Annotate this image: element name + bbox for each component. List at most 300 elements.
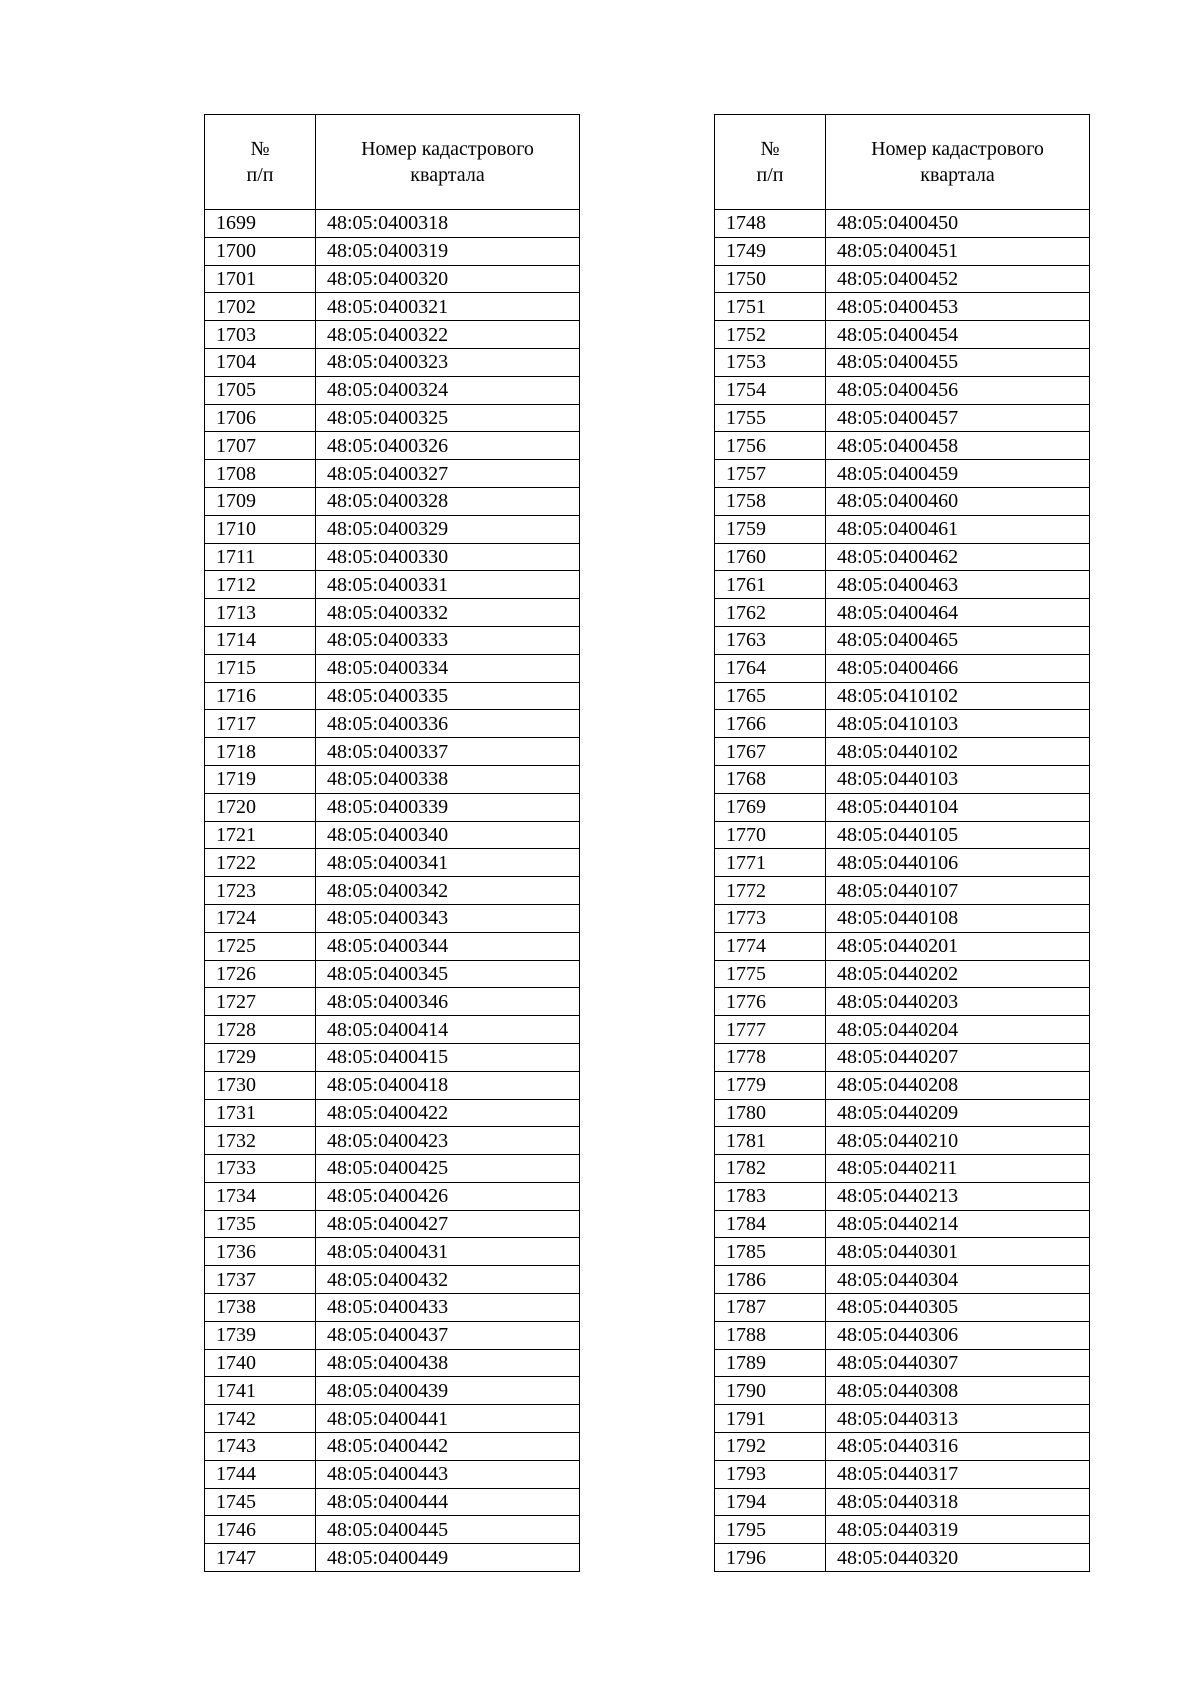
row-number-cell: 1746 (205, 1516, 316, 1544)
row-number-cell: 1747 (205, 1544, 316, 1572)
row-number-cell: 1784 (715, 1210, 826, 1238)
row-number-cell: 1757 (715, 460, 826, 488)
table-row (205, 960, 580, 988)
cadastral-number-cell: 48:05:0400465 (826, 626, 1090, 654)
cadastral-number-cell: 48:05:0400456 (826, 376, 1090, 404)
row-number-cell: 1774 (715, 932, 826, 960)
row-number-cell: 1782 (715, 1155, 826, 1183)
row-number-cell: 1716 (205, 682, 316, 710)
table-row (205, 877, 580, 905)
cadastral-number-cell: 48:05:0400433 (316, 1294, 580, 1322)
cadastral-number-cell: 48:05:0400441 (316, 1405, 580, 1433)
row-number-cell: 1726 (205, 960, 316, 988)
cadastral-number-cell: 48:05:0400333 (316, 626, 580, 654)
cadastral-number-cell: 48:05:0400438 (316, 1349, 580, 1377)
cadastral-number-cell: 48:05:0400445 (316, 1516, 580, 1544)
table-row (715, 710, 1090, 738)
table-row (715, 543, 1090, 571)
row-number-cell: 1758 (715, 487, 826, 515)
row-number-cell: 1765 (715, 682, 826, 710)
row-number-cell: 1796 (715, 1544, 826, 1572)
cadastral-number-cell: 48:05:0400341 (316, 849, 580, 877)
cadastral-number-cell: 48:05:0400459 (826, 460, 1090, 488)
table-row (715, 1043, 1090, 1071)
row-number-cell: 1785 (715, 1238, 826, 1266)
table-row (205, 654, 580, 682)
cadastral-number-cell: 48:05:0400344 (316, 932, 580, 960)
row-number-cell: 1749 (715, 237, 826, 265)
cadastral-number-cell: 48:05:0440318 (826, 1488, 1090, 1516)
table-row (715, 988, 1090, 1016)
header-code-line1: Номер кадастрового (361, 138, 534, 160)
row-number-cell: 1778 (715, 1043, 826, 1071)
row-number-cell: 1738 (205, 1294, 316, 1322)
row-number-cell: 1743 (205, 1433, 316, 1461)
row-number-cell: 1725 (205, 932, 316, 960)
cadastral-number-cell: 48:05:0440207 (826, 1043, 1090, 1071)
table-row (715, 293, 1090, 321)
table-row (205, 738, 580, 766)
row-number-cell: 1730 (205, 1071, 316, 1099)
cadastral-number-cell: 48:05:0400325 (316, 404, 580, 432)
table-row (715, 571, 1090, 599)
table-body-right (715, 210, 1090, 1572)
table-row (715, 793, 1090, 821)
table-row (205, 1099, 580, 1127)
row-number-cell: 1748 (715, 210, 826, 238)
table-row (205, 1043, 580, 1071)
table-row (205, 460, 580, 488)
row-number-cell: 1710 (205, 515, 316, 543)
row-number-cell: 1755 (715, 404, 826, 432)
cadastral-number-cell: 48:05:0440104 (826, 793, 1090, 821)
row-number-cell: 1719 (205, 765, 316, 793)
table-row (715, 515, 1090, 543)
cadastral-number-cell: 48:05:0400460 (826, 487, 1090, 515)
cadastral-number-cell: 48:05:0400322 (316, 321, 580, 349)
cadastral-number-cell: 48:05:0400432 (316, 1266, 580, 1294)
table-row (205, 515, 580, 543)
row-number-cell: 1780 (715, 1099, 826, 1127)
header-number-abbr: п/п (246, 164, 274, 186)
row-number-cell: 1732 (205, 1127, 316, 1155)
header-code-line2: квартала (410, 164, 485, 186)
table-row (715, 487, 1090, 515)
table-row (205, 1127, 580, 1155)
cadastral-number-cell: 48:05:0400453 (826, 293, 1090, 321)
table-row (205, 1544, 580, 1572)
cadastral-number-cell: 48:05:0400458 (826, 432, 1090, 460)
table-row (715, 404, 1090, 432)
cadastral-number-cell: 48:05:0440204 (826, 1016, 1090, 1044)
table-row (715, 1127, 1090, 1155)
row-number-cell: 1788 (715, 1321, 826, 1349)
cadastral-number-cell: 48:05:0400324 (316, 376, 580, 404)
cadastral-number-cell: 48:05:0440201 (826, 932, 1090, 960)
row-number-cell: 1752 (715, 321, 826, 349)
table-row (205, 210, 580, 238)
cadastral-number-cell: 48:05:0400340 (316, 821, 580, 849)
row-number-cell: 1741 (205, 1377, 316, 1405)
table-row (205, 376, 580, 404)
table-row (205, 1460, 580, 1488)
row-number-cell: 1707 (205, 432, 316, 460)
table-row (715, 1182, 1090, 1210)
cadastral-number-cell: 48:05:0400415 (316, 1043, 580, 1071)
row-number-cell: 1786 (715, 1266, 826, 1294)
table-row (715, 626, 1090, 654)
table-row (715, 1294, 1090, 1322)
table-row (715, 765, 1090, 793)
row-number-cell: 1709 (205, 487, 316, 515)
cadastral-number-cell: 48:05:0400336 (316, 710, 580, 738)
cadastral-number-cell: 48:05:0400431 (316, 1238, 580, 1266)
cadastral-number-cell: 48:05:0400334 (316, 654, 580, 682)
cadastral-number-cell: 48:05:0440211 (826, 1155, 1090, 1183)
cadastral-number-cell: 48:05:0400323 (316, 348, 580, 376)
cadastral-number-cell: 48:05:0400332 (316, 599, 580, 627)
row-number-cell: 1753 (715, 348, 826, 376)
row-number-cell: 1705 (205, 376, 316, 404)
cadastral-number-cell: 48:05:0400457 (826, 404, 1090, 432)
cadastral-number-cell: 48:05:0440209 (826, 1099, 1090, 1127)
table-row (715, 1099, 1090, 1127)
cadastral-number-cell: 48:05:0400345 (316, 960, 580, 988)
row-number-cell: 1770 (715, 821, 826, 849)
cadastral-number-cell: 48:05:0440313 (826, 1405, 1090, 1433)
row-number-cell: 1745 (205, 1488, 316, 1516)
header-row-number (715, 115, 826, 210)
table-row (205, 348, 580, 376)
row-number-cell: 1777 (715, 1016, 826, 1044)
table-row (715, 1210, 1090, 1238)
row-number-cell: 1754 (715, 376, 826, 404)
table-row (205, 1071, 580, 1099)
cadastral-number-cell: 48:05:0400343 (316, 904, 580, 932)
cadastral-number-cell: 48:05:0400414 (316, 1016, 580, 1044)
row-number-cell: 1737 (205, 1266, 316, 1294)
table-body-left (205, 210, 580, 1572)
row-number-cell: 1762 (715, 599, 826, 627)
cadastral-number-cell: 48:05:0440319 (826, 1516, 1090, 1544)
table-row (715, 932, 1090, 960)
cadastral-number-cell: 48:05:0400450 (826, 210, 1090, 238)
cadastral-number-cell: 48:05:0440102 (826, 738, 1090, 766)
table-row (715, 1349, 1090, 1377)
cadastral-number-cell: 48:05:0440108 (826, 904, 1090, 932)
table-row (715, 1266, 1090, 1294)
row-number-cell: 1761 (715, 571, 826, 599)
header-row-number (205, 115, 316, 210)
table-row (715, 1544, 1090, 1572)
row-number-cell: 1712 (205, 571, 316, 599)
table-row (205, 487, 580, 515)
cadastral-number-cell: 48:05:0400426 (316, 1182, 580, 1210)
row-number-cell: 1701 (205, 265, 316, 293)
table-row (205, 543, 580, 571)
header-cadastral-number (826, 115, 1090, 210)
table-row (205, 1377, 580, 1405)
table-row (715, 960, 1090, 988)
row-number-cell: 1756 (715, 432, 826, 460)
row-number-cell: 1751 (715, 293, 826, 321)
table-row (205, 1349, 580, 1377)
cadastral-number-cell: 48:05:0400418 (316, 1071, 580, 1099)
cadastral-number-cell: 48:05:0400423 (316, 1127, 580, 1155)
table-row (205, 1488, 580, 1516)
table-header-row (715, 115, 1090, 210)
cadastral-number-cell: 48:05:0400342 (316, 877, 580, 905)
row-number-cell: 1739 (205, 1321, 316, 1349)
cadastral-number-cell: 48:05:0400321 (316, 293, 580, 321)
table-row (205, 710, 580, 738)
table-row (715, 1516, 1090, 1544)
table-row (205, 626, 580, 654)
table-row (715, 599, 1090, 627)
row-number-cell: 1769 (715, 793, 826, 821)
cadastral-number-cell: 48:05:0400437 (316, 1321, 580, 1349)
row-number-cell: 1736 (205, 1238, 316, 1266)
row-number-cell: 1775 (715, 960, 826, 988)
row-number-cell: 1720 (205, 793, 316, 821)
row-number-cell: 1713 (205, 599, 316, 627)
row-number-cell: 1771 (715, 849, 826, 877)
table-row (715, 1016, 1090, 1044)
cadastral-number-cell: 48:05:0440107 (826, 877, 1090, 905)
row-number-cell: 1767 (715, 738, 826, 766)
cadastral-number-cell: 48:05:0400454 (826, 321, 1090, 349)
table-row (715, 1155, 1090, 1183)
table-row (205, 1182, 580, 1210)
cadastral-number-cell: 48:05:0400442 (316, 1433, 580, 1461)
table-row (205, 793, 580, 821)
cadastral-number-cell: 48:05:0440306 (826, 1321, 1090, 1349)
table-row (205, 821, 580, 849)
cadastral-number-cell: 48:05:0400327 (316, 460, 580, 488)
row-number-cell: 1724 (205, 904, 316, 932)
table-row (205, 849, 580, 877)
row-number-cell: 1703 (205, 321, 316, 349)
cadastral-number-cell: 48:05:0400318 (316, 210, 580, 238)
table-row (205, 904, 580, 932)
cadastral-number-cell: 48:05:0440202 (826, 960, 1090, 988)
table-row (205, 682, 580, 710)
cadastral-number-cell: 48:05:0400427 (316, 1210, 580, 1238)
cadastral-number-cell: 48:05:0440203 (826, 988, 1090, 1016)
table-row (715, 877, 1090, 905)
cadastral-number-cell: 48:05:0400346 (316, 988, 580, 1016)
cadastral-number-cell: 48:05:0400443 (316, 1460, 580, 1488)
row-number-cell: 1787 (715, 1294, 826, 1322)
table-row (715, 1238, 1090, 1266)
row-number-cell: 1793 (715, 1460, 826, 1488)
cadastral-number-cell: 48:05:0440210 (826, 1127, 1090, 1155)
cadastral-number-cell: 48:05:0400466 (826, 654, 1090, 682)
cadastral-number-cell: 48:05:0440103 (826, 765, 1090, 793)
row-number-cell: 1711 (205, 543, 316, 571)
cadastral-table-left (204, 114, 580, 1572)
row-number-cell: 1760 (715, 543, 826, 571)
table-row (715, 821, 1090, 849)
cadastral-number-cell: 48:05:0400329 (316, 515, 580, 543)
cadastral-number-cell: 48:05:0400339 (316, 793, 580, 821)
row-number-cell: 1735 (205, 1210, 316, 1238)
table-row (205, 1155, 580, 1183)
cadastral-number-cell: 48:05:0400422 (316, 1099, 580, 1127)
row-number-cell: 1791 (715, 1405, 826, 1433)
table-row (715, 210, 1090, 238)
cadastral-number-cell: 48:05:0440105 (826, 821, 1090, 849)
cadastral-number-cell: 48:05:0400320 (316, 265, 580, 293)
cadastral-number-cell: 48:05:0400462 (826, 543, 1090, 571)
row-number-cell: 1706 (205, 404, 316, 432)
table-row (715, 237, 1090, 265)
row-number-cell: 1794 (715, 1488, 826, 1516)
cadastral-number-cell: 48:05:0440106 (826, 849, 1090, 877)
table-row (715, 1433, 1090, 1461)
table-row (205, 1433, 580, 1461)
table-row (205, 988, 580, 1016)
header-number-abbr: п/п (756, 164, 784, 186)
row-number-cell: 1723 (205, 877, 316, 905)
cadastral-number-cell: 48:05:0400464 (826, 599, 1090, 627)
table-row (715, 1488, 1090, 1516)
cadastral-number-cell: 48:05:0440301 (826, 1238, 1090, 1266)
cadastral-number-cell: 48:05:0400455 (826, 348, 1090, 376)
cadastral-number-cell: 48:05:0400461 (826, 515, 1090, 543)
table-row (205, 571, 580, 599)
row-number-cell: 1700 (205, 237, 316, 265)
table-row (205, 237, 580, 265)
table-row (205, 1516, 580, 1544)
cadastral-number-cell: 48:05:0400463 (826, 571, 1090, 599)
table-row (205, 765, 580, 793)
table-row (715, 265, 1090, 293)
cadastral-number-cell: 48:05:0400337 (316, 738, 580, 766)
row-number-cell: 1742 (205, 1405, 316, 1433)
table-row (205, 404, 580, 432)
cadastral-number-cell: 48:05:0400330 (316, 543, 580, 571)
row-number-cell: 1731 (205, 1099, 316, 1127)
cadastral-number-cell: 48:05:0400335 (316, 682, 580, 710)
row-number-cell: 1792 (715, 1433, 826, 1461)
row-number-cell: 1715 (205, 654, 316, 682)
row-number-cell: 1717 (205, 710, 316, 738)
cadastral-number-cell: 48:05:0440320 (826, 1544, 1090, 1572)
row-number-cell: 1773 (715, 904, 826, 932)
table-row (715, 1405, 1090, 1433)
row-number-cell: 1729 (205, 1043, 316, 1071)
row-number-cell: 1795 (715, 1516, 826, 1544)
row-number-cell: 1783 (715, 1182, 826, 1210)
table-row (205, 432, 580, 460)
table-row (205, 1238, 580, 1266)
cadastral-number-cell: 48:05:0400425 (316, 1155, 580, 1183)
row-number-cell: 1781 (715, 1127, 826, 1155)
cadastral-number-cell: 48:05:0440213 (826, 1182, 1090, 1210)
table-row (205, 1266, 580, 1294)
cadastral-number-cell: 48:05:0400326 (316, 432, 580, 460)
cadastral-number-cell: 48:05:0410102 (826, 682, 1090, 710)
row-number-cell: 1702 (205, 293, 316, 321)
cadastral-number-cell: 48:05:0440317 (826, 1460, 1090, 1488)
row-number-cell: 1766 (715, 710, 826, 738)
table-row (205, 1405, 580, 1433)
cadastral-number-cell: 48:05:0400451 (826, 237, 1090, 265)
table-row (715, 460, 1090, 488)
cadastral-number-cell: 48:05:0440316 (826, 1433, 1090, 1461)
table-row (205, 265, 580, 293)
table-row (715, 376, 1090, 404)
row-number-cell: 1718 (205, 738, 316, 766)
row-number-cell: 1708 (205, 460, 316, 488)
table-row (205, 1016, 580, 1044)
table-row (205, 293, 580, 321)
cadastral-number-cell: 48:05:0400331 (316, 571, 580, 599)
table-row (715, 654, 1090, 682)
cadastral-number-cell: 48:05:0410103 (826, 710, 1090, 738)
table-row (715, 849, 1090, 877)
table-row (205, 599, 580, 627)
header-number-sign: № (760, 138, 780, 160)
table-row (715, 1460, 1090, 1488)
row-number-cell: 1733 (205, 1155, 316, 1183)
row-number-cell: 1772 (715, 877, 826, 905)
cadastral-table-right (714, 114, 1090, 1572)
row-number-cell: 1759 (715, 515, 826, 543)
header-code-line1: Номер кадастрового (871, 138, 1044, 160)
table-row (715, 682, 1090, 710)
row-number-cell: 1790 (715, 1377, 826, 1405)
cadastral-number-cell: 48:05:0440304 (826, 1266, 1090, 1294)
cadastral-number-cell: 48:05:0400439 (316, 1377, 580, 1405)
row-number-cell: 1722 (205, 849, 316, 877)
table-row (205, 321, 580, 349)
row-number-cell: 1750 (715, 265, 826, 293)
table-row (205, 932, 580, 960)
cadastral-number-cell: 48:05:0440308 (826, 1377, 1090, 1405)
cadastral-number-cell: 48:05:0400328 (316, 487, 580, 515)
row-number-cell: 1779 (715, 1071, 826, 1099)
row-number-cell: 1728 (205, 1016, 316, 1044)
table-row (205, 1321, 580, 1349)
row-number-cell: 1704 (205, 348, 316, 376)
header-number-sign: № (250, 138, 270, 160)
table-row (715, 1377, 1090, 1405)
row-number-cell: 1721 (205, 821, 316, 849)
table-row (715, 904, 1090, 932)
row-number-cell: 1714 (205, 626, 316, 654)
row-number-cell: 1764 (715, 654, 826, 682)
row-number-cell: 1776 (715, 988, 826, 1016)
cadastral-number-cell: 48:05:0400338 (316, 765, 580, 793)
table-row (715, 321, 1090, 349)
table-row (715, 348, 1090, 376)
table-row (205, 1294, 580, 1322)
cadastral-number-cell: 48:05:0440208 (826, 1071, 1090, 1099)
cadastral-number-cell: 48:05:0440305 (826, 1294, 1090, 1322)
header-code-line2: квартала (920, 164, 995, 186)
cadastral-number-cell: 48:05:0400449 (316, 1544, 580, 1572)
row-number-cell: 1727 (205, 988, 316, 1016)
cadastral-number-cell: 48:05:0400444 (316, 1488, 580, 1516)
row-number-cell: 1768 (715, 765, 826, 793)
row-number-cell: 1744 (205, 1460, 316, 1488)
row-number-cell: 1789 (715, 1349, 826, 1377)
row-number-cell: 1763 (715, 626, 826, 654)
row-number-cell: 1699 (205, 210, 316, 238)
cadastral-number-cell: 48:05:0400319 (316, 237, 580, 265)
